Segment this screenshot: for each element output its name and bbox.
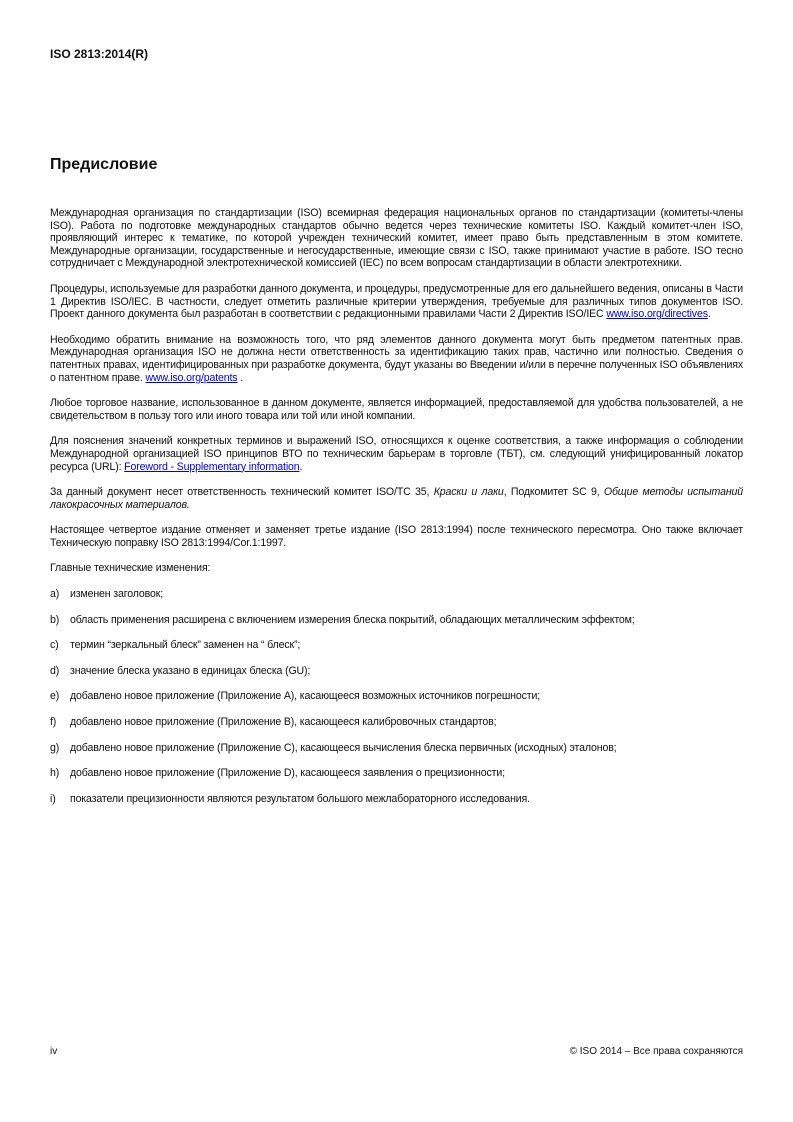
- paragraph-text: Для пояснения значений конкретных терминов и выражений ISO, относящихся к оценке соответствия, а также информация о соблюдении Международной организацией ISO принципов ВТО по техническим барьерам в торговле (ТБТ), см. следующий унифицированный локатор ресурса (URL):: [50, 435, 743, 473]
- list-marker: d): [50, 664, 60, 677]
- list-item: [50, 767, 743, 780]
- paragraph: [50, 334, 743, 384]
- committee-name: Краски и лаки: [433, 486, 504, 499]
- paragraph-text: За данный документ несет ответственность технический комитет ISO/TC 35,: [50, 486, 434, 499]
- page-number: iv: [50, 1046, 58, 1057]
- list-item-text: показатели прецизионности являются результатом большого межлабораторного исследования.: [70, 792, 530, 805]
- list-item-text: добавлено новое приложение (Приложение D), касающееся заявления о прецизионности;: [70, 767, 505, 780]
- paragraph-text: Процедуры, используемые для разработки данного документа, и процедуры, предусмотренные для его дальнейшего ведения, описаны в Части 1 Директив ISO/IEC. В частности, следует отметить различные критерии утверждения, требуемые для различных типов документов ISO. Проект данного документа был разработан в соответствии с редакционными правилами Части 2 Директив ISO/IEC: [50, 282, 743, 321]
- list-marker: g): [50, 741, 60, 754]
- list-item-text: добавлено новое приложение (Приложение В), касающееся калибровочных стандартов;: [70, 716, 497, 729]
- list-marker: e): [50, 690, 60, 703]
- list-marker: b): [50, 613, 60, 626]
- paragraph: [50, 283, 743, 321]
- list-item: [50, 716, 743, 729]
- list-item-text: добавлено новое приложение (Приложение С), касающееся вычисления блеска первичных (исходных) эталонов;: [70, 741, 617, 754]
- foreword-body: [50, 207, 743, 818]
- document-header: ISO 2813:2014(R): [50, 47, 149, 61]
- paragraph-text: , Подкомитет SC 9,: [503, 486, 604, 499]
- paragraph-text: .: [299, 460, 303, 473]
- list-item: [50, 690, 743, 703]
- patents-link[interactable]: www.iso.org/patents: [145, 371, 238, 384]
- list-marker: i): [50, 792, 56, 805]
- foreword-supplementary-link[interactable]: Foreword - Supplementary information: [124, 460, 300, 473]
- page-title: Предисловие: [50, 156, 158, 173]
- list-item: [50, 665, 743, 678]
- list-marker: a): [50, 588, 60, 601]
- list-marker: h): [50, 767, 60, 780]
- paragraph: Международная организация по стандартизации (ISO) всемирная федерация национальных органов по стандартизации (комитеты-члены ISO). Работа по подготовке международных стандартов обычно ведется через технические комитеты ISO. Каждый комитет-член ISO, проявляющий интерес к тематике, по которой учрежден технический комитет, имеет право быть представленным в этом комитете. Международные организации, государственные и негосударственные, имеющие связи с ISO, также принимают участие в работе. ISO тесно сотрудничает с Международной электротехнической комиссией (IEC) по всем вопросам стандартизации в области электротехники.: [50, 207, 743, 270]
- paragraph-text: .: [707, 308, 711, 321]
- changes-list: [50, 588, 743, 805]
- list-item-text: изменен заголовок;: [70, 588, 163, 601]
- paragraph: [50, 435, 743, 473]
- list-marker: c): [50, 639, 59, 652]
- paragraph-text: .: [237, 371, 244, 384]
- subcommittee-name: Общие методы испытаний лакокрасочных материалов.: [50, 486, 743, 511]
- list-marker: f): [50, 716, 57, 729]
- paragraph: Любое торговое название, использованное в данном документе, является информацией, предоставляемой для удобства пользователей, а не свидетельством в пользу того или иного товара или той или иной компании.: [50, 397, 743, 422]
- list-item-text: термин “зеркальный блеск” заменен на “ блеск”;: [70, 639, 301, 652]
- copyright: © ISO 2014 – Все права сохраняются: [569, 1046, 743, 1057]
- list-item-text: область применения расширена с включением измерения блеска покрытий, обладающих металлическим эффектом;: [70, 613, 635, 626]
- list-item: [50, 793, 743, 806]
- list-item: [50, 742, 743, 755]
- paragraph: Настоящее четвертое издание отменяет и заменяет третье издание (ISO 2813:1994) после технического пересмотра. Оно также включает Техническую поправку ISO 2813:1994/Cor.1:1997.: [50, 524, 743, 549]
- list-item: [50, 588, 743, 601]
- list-item-text: добавлено новое приложение (Приложение А), касающееся возможных источников погрешности;: [70, 690, 541, 703]
- paragraph-text: Необходимо обратить внимание на возможность того, что ряд элементов данного документа могут быть предметом патентных прав. Международная организация ISO не должна нести ответственность за идентификацию таких прав, частично или полностью. Сведения о патентных правах, идентифицированных при разработке документа, будут указаны во Введении и/или в перечне полученных ISO объявлениях о патентном праве.: [50, 333, 743, 384]
- directives-link[interactable]: www.iso.org/directives: [606, 308, 708, 321]
- list-item: [50, 639, 743, 652]
- paragraph: [50, 486, 743, 511]
- paragraph: Главные технические изменения:: [50, 562, 211, 575]
- list-item-text: значение блеска указано в единицах блеска (GU);: [70, 664, 311, 677]
- list-item: [50, 614, 743, 627]
